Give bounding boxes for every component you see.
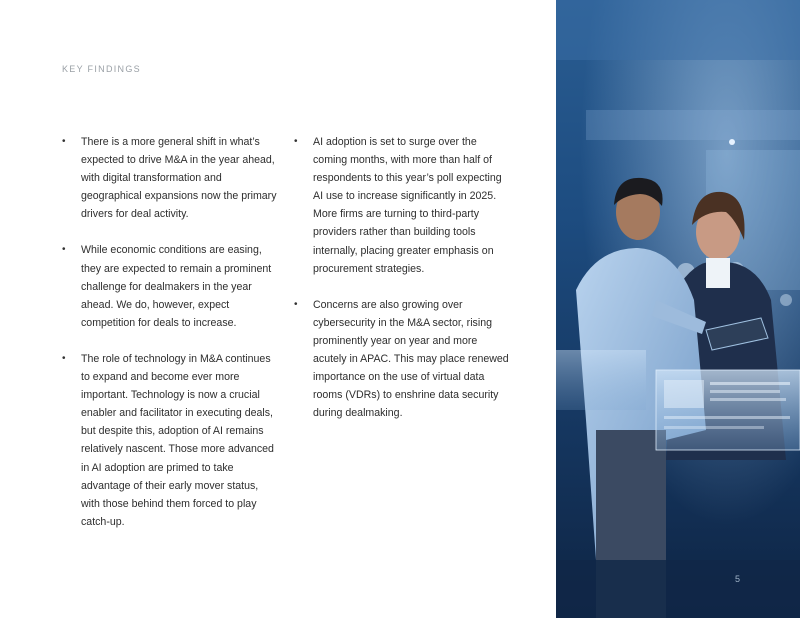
bullet-item: • AI adoption is set to surge over the coming months, with more than half of respondents to this year’s poll expecting AI use to increase significantly in 2025. More firms are turning to third-party providers rather than building tools internally, placing greater emphasis on procurement strategies.	[294, 133, 509, 278]
bullet-item: • Concerns are also growing over cybersecurity in the M&A sector, rising prominently year on year and more acutely in APAC. This may place renewed importance on the use of virtual data rooms (VDRs) to enshrine data security during dealmaking.	[294, 296, 509, 423]
photo-illustration	[556, 0, 800, 618]
bullet-item: • The role of technology in M&A continues to expand and become ever more important. Technology is now a crucial enabler and facilitator in executing deals, but despite this, adoption of AI remains relatively nascent. Those more advanced in AI adoption are primed to take advantage of their early mover status, with those behind them forced to play catch-up.	[62, 350, 277, 531]
right-bullet-list	[294, 133, 509, 422]
left-bullet-list	[62, 133, 277, 531]
right-column	[294, 133, 509, 440]
bullet-item: • While economic conditions are easing, they are expected to remain a prominent challenge for dealmakers in the year ahead. We do, however, expect competition for deals to increase.	[62, 241, 277, 331]
bullet-item: • There is a more general shift in what’s expected to drive M&A in the year ahead, with digital transformation and geographical expansions now the primary drivers for deal activity.	[62, 133, 277, 223]
left-column	[62, 133, 277, 549]
page-number: 5	[734, 574, 740, 584]
hero-photo	[556, 0, 800, 618]
section-label: KEY FINDINGS	[62, 64, 141, 74]
